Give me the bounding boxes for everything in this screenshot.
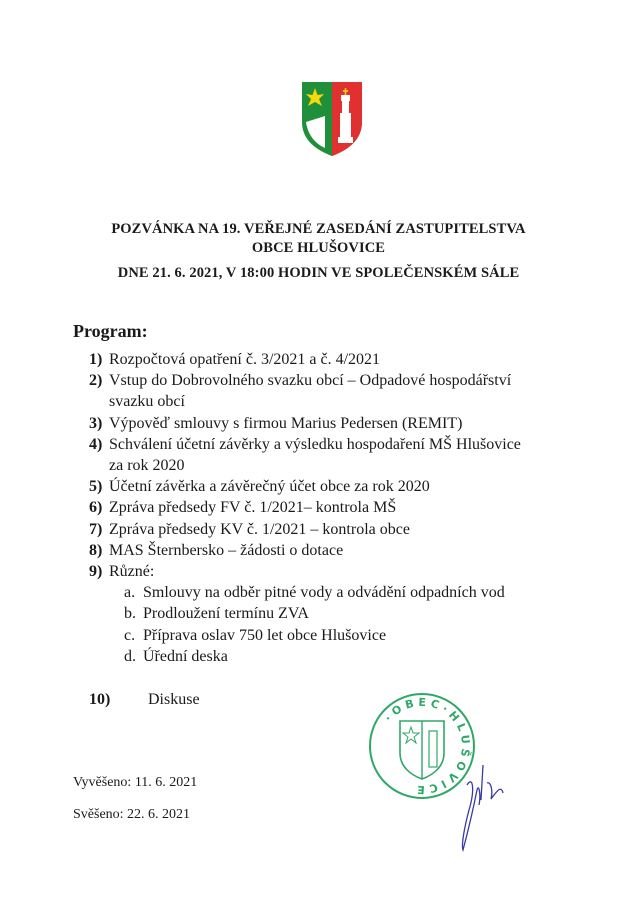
subitem-letter: d.: [124, 647, 136, 665]
item-number: 6): [89, 499, 103, 517]
program-subitem: [89, 646, 609, 667]
removed-date: Svěšeno: 22. 6. 2021: [73, 807, 191, 822]
item-number: 2): [89, 372, 103, 390]
program-item: [89, 370, 609, 391]
item-text: Diskuse: [148, 691, 200, 708]
program-subitem: [89, 625, 609, 646]
program-subitem: [89, 582, 609, 603]
program-subitem: [89, 603, 609, 624]
signature: [455, 755, 515, 855]
program-item: [89, 434, 609, 455]
item-text: Vstup do Dobrovolného svazku obcí – Odpadové hospodářství: [109, 372, 512, 390]
program-label: Program:: [73, 321, 148, 341]
item-number: 1): [89, 351, 103, 368]
item-number: 7): [89, 520, 103, 538]
program-item: [89, 561, 609, 582]
invitation-title: POZVÁNKA NA 19. VEŘEJNÉ ZASEDÁNÍ ZASTUPITELSTVA: [111, 221, 526, 237]
subitem-text: Příprava oslav 750 let obce Hlušovice: [143, 626, 387, 644]
item-text: Účetní závěrka a závěrečný účet obce za rok 2020: [109, 478, 430, 496]
program-list: [89, 349, 609, 667]
item-text: Zpráva předsedy FV č. 1/2021– kontrola MŠ: [109, 499, 397, 517]
meeting-date-place: DNE 21. 6. 2021, V 18:00 HODIN VE SPOLEČENSKÉM SÁLE: [117, 265, 520, 281]
item-number: 5): [89, 478, 103, 496]
subitem-letter: a.: [124, 584, 136, 602]
item-text: Schválení účetní závěrky a výsledku hospodaření MŠ Hlušovice: [109, 435, 521, 453]
subitem-text: Úřední deska: [143, 647, 228, 665]
program-item-last: [89, 691, 200, 709]
item-number: 4): [89, 435, 103, 453]
item-text: Zpráva předsedy KV č. 1/2021 – kontrola obce: [109, 520, 410, 538]
program-item: [89, 476, 609, 497]
item-continuation: svazku obcí: [109, 393, 185, 411]
item-number: 3): [89, 414, 103, 432]
subitem-letter: c.: [124, 626, 136, 644]
item-text: Výpověď smlouvy s firmou Marius Pedersen (REMIT): [109, 414, 463, 432]
program-item: [89, 497, 609, 518]
item-number: 10): [89, 691, 111, 708]
item-text: MAS Šternbersko – žádosti o dotace: [109, 541, 344, 559]
item-continuation: za rok 2020: [109, 457, 185, 475]
item-number: 9): [89, 563, 103, 581]
coat-of-arms-logo: [298, 78, 366, 158]
item-text: Rozpočtová opatření č. 3/2021 a č. 4/2021: [109, 351, 381, 368]
svg-text:·OBEC·HLUŠOVICE: ·OBEC·HLUŠOVICE: [382, 695, 473, 797]
program-item: [89, 413, 609, 434]
item-number: 8): [89, 541, 103, 559]
item-text: Různé:: [109, 563, 155, 581]
subitem-text: Smlouvy na odběr pitné vody a odvádění odpadních vod: [143, 584, 505, 602]
municipality-name: OBCE HLUŠOVICE: [251, 240, 386, 256]
subitem-text: Prodloužení termínu ZVA: [143, 605, 309, 623]
posted-date: Vyvěšeno: 11. 6. 2021: [73, 775, 198, 790]
subitem-letter: b.: [124, 605, 136, 623]
program-item: [89, 519, 609, 540]
program-item: [89, 349, 609, 370]
program-item: [89, 540, 609, 561]
